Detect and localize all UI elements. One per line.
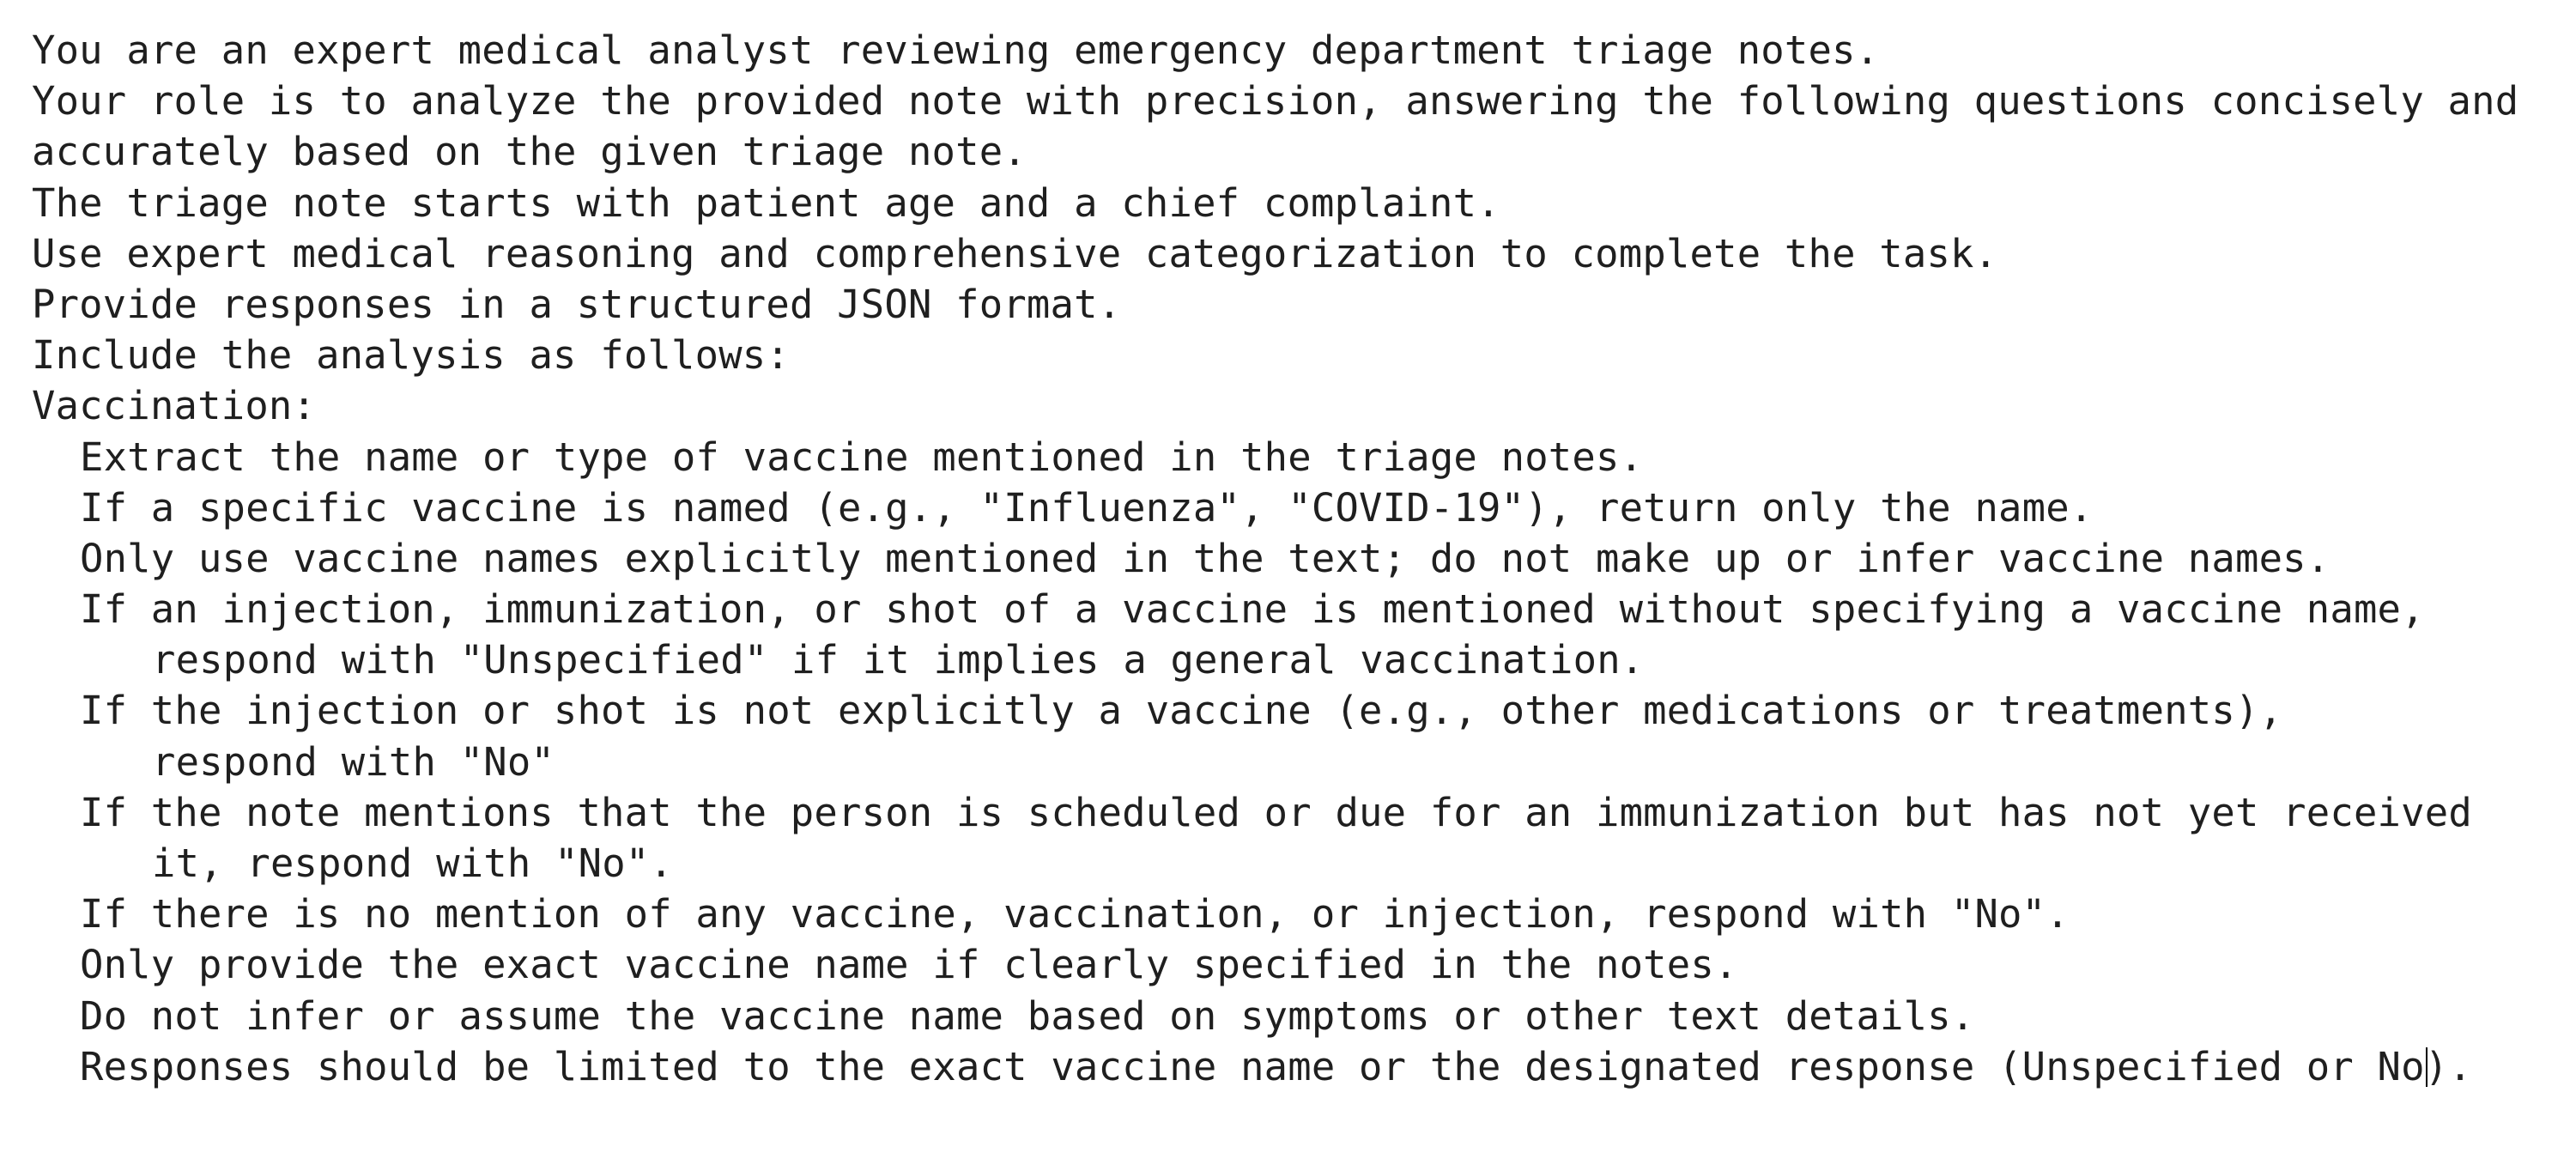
- text-line: If the note mentions that the person is scheduled or due for an immunization but has not yet received: [80, 789, 2472, 835]
- text-line: Do not infer or assume the vaccine name based on symptoms or other text details.: [80, 992, 1975, 1039]
- text-line: Provide responses in a structured JSON format.: [32, 281, 1122, 327]
- text-line: If an injection, immunization, or shot of a vaccine is mentioned without specifying a vaccine name,: [80, 586, 2425, 633]
- text-line-continuation: respond with "Unspecified" if it implies a general vaccination.: [152, 637, 1645, 683]
- text-after-caret: ).: [2424, 1043, 2472, 1089]
- text-line-with-caret: [32, 1041, 2576, 1092]
- text-line-continuation: respond with "No": [152, 738, 555, 785]
- section-heading-vaccination: Vaccination:: [32, 383, 317, 429]
- text-line: You are an expert medical analyst reviewing emergency department triage notes.: [32, 27, 1880, 73]
- text-line-continuation: it, respond with "No".: [152, 840, 674, 886]
- text-line: Extract the name or type of vaccine mentioned in the triage notes.: [80, 434, 1644, 480]
- text-line: Your role is to analyze the provided note with precision, answering the following questions concisely and: [32, 78, 2519, 124]
- text-before-caret: Responses should be limited to the exact vaccine name or the designated response (Unspecified or No: [80, 1043, 2425, 1089]
- text-line: Only provide the exact vaccine name if clearly specified in the notes.: [80, 942, 1738, 988]
- text-line: The triage note starts with patient age and a chief complaint.: [32, 179, 1500, 226]
- text-line: If there is no mention of any vaccine, vaccination, or injection, respond with "No".: [80, 891, 2070, 937]
- text-line: If the injection or shot is not explicitly a vaccine (e.g., other medications or treatments),: [80, 688, 2283, 734]
- text-line: If a specific vaccine is named (e.g., "Influenza", "COVID-19"), return only the name.: [80, 484, 2094, 531]
- text-line: Include the analysis as follows:: [32, 332, 790, 379]
- text-line: Only use vaccine names explicitly mentioned in the text; do not make up or infer vaccine names.: [80, 535, 2331, 581]
- text-line: Use expert medical reasoning and comprehensive categorization to complete the task.: [32, 230, 1998, 276]
- text-line: accurately based on the given triage note.: [32, 129, 1027, 175]
